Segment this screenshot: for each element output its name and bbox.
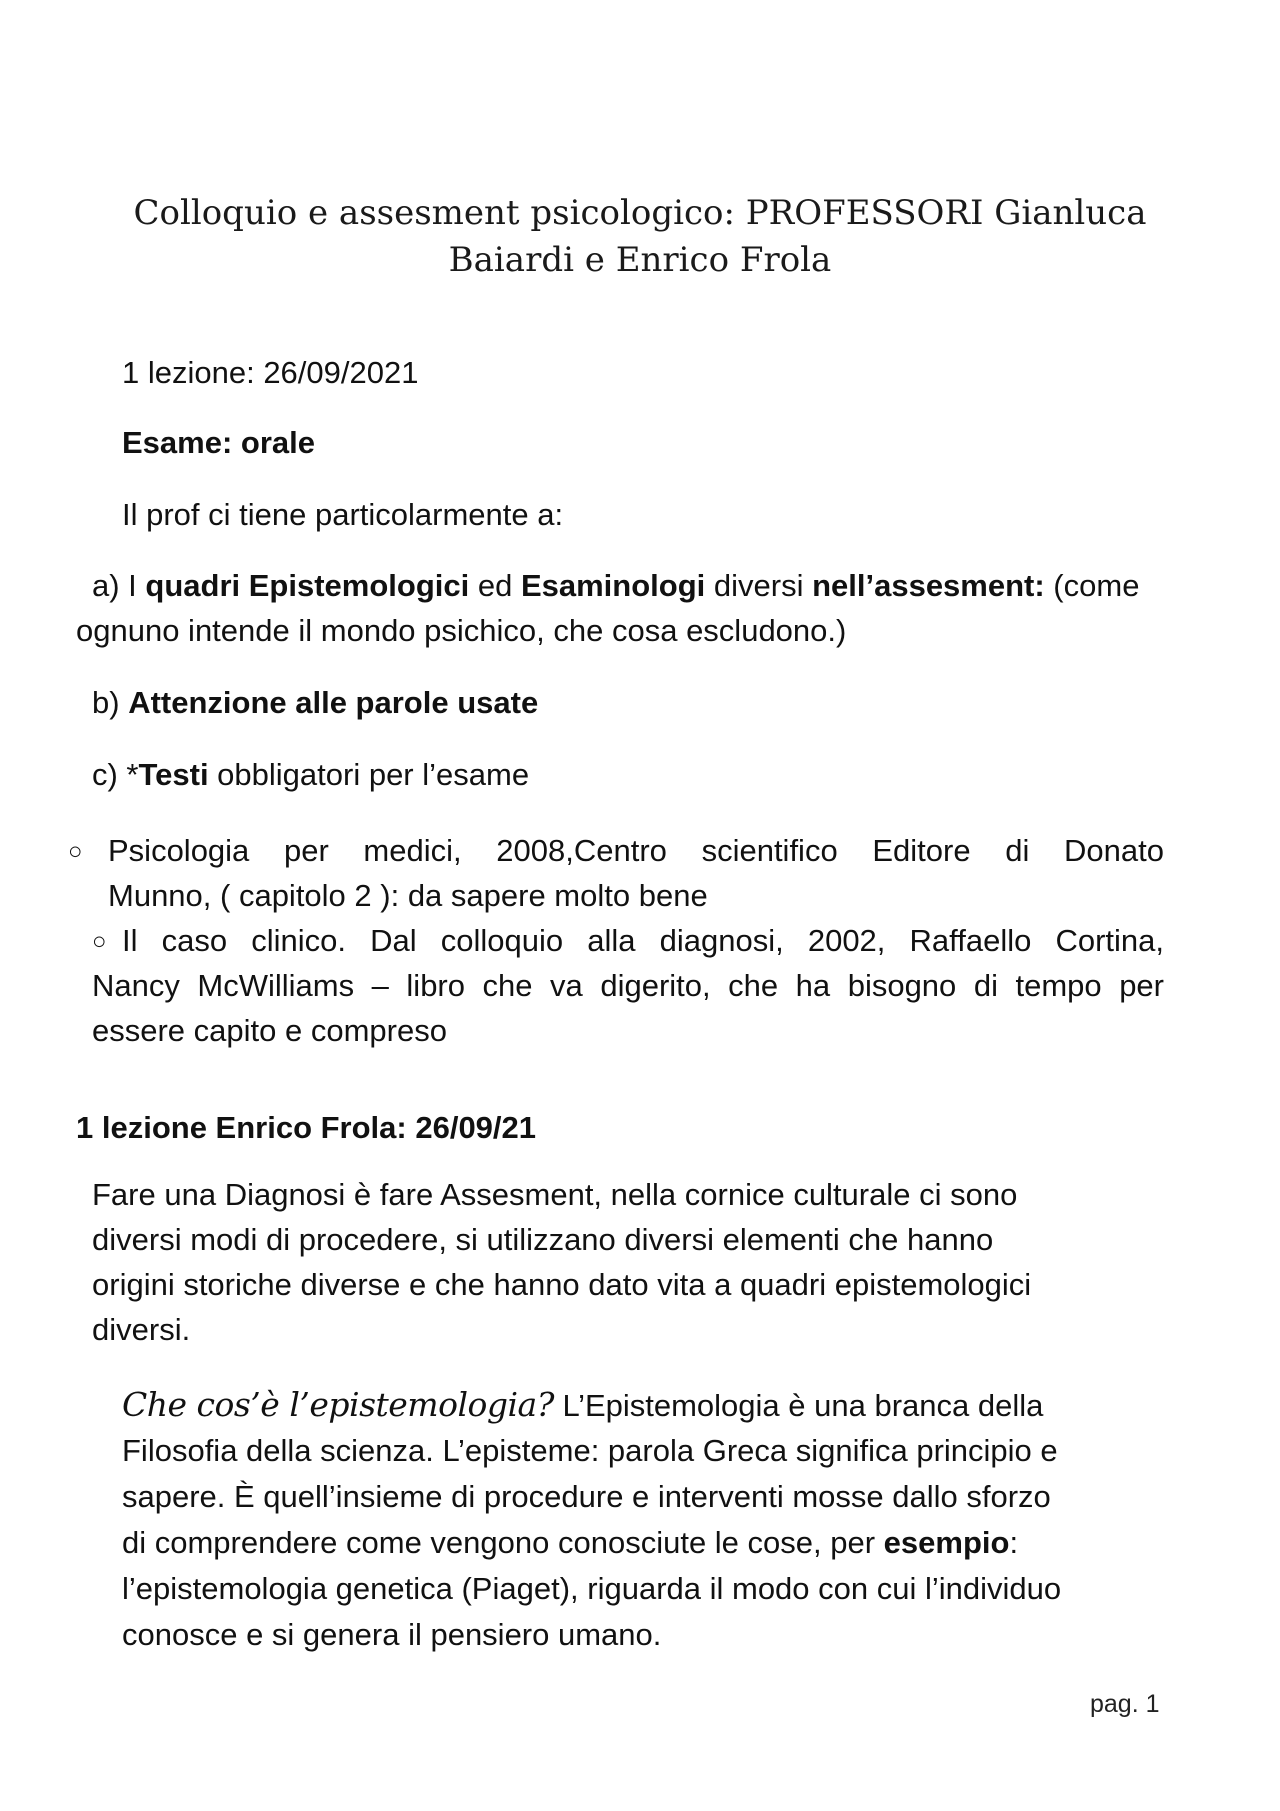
item-b-bold: Attenzione alle parole usate: [128, 685, 539, 720]
book-1-line-1: Psicologia per medici, 2008,Centro scientifico Editore di Donato: [108, 833, 1164, 868]
item-a-bold-2: Esaminologi: [520, 568, 706, 603]
item-b: [92, 680, 538, 725]
item-a-line-2: ognuno intende il mondo psichico, che cosa escludono.): [76, 613, 847, 648]
page-number: pag. 1: [1090, 1690, 1160, 1718]
item-a-bold-3: nell’assesment:: [812, 568, 1045, 603]
item-a-prefix: a) I: [92, 568, 146, 603]
epist-line-3: sapere. È quell’insieme di procedure e interventi mosse dallo sforzo: [122, 1479, 1051, 1514]
item-c-rest: obbligatori per l’esame: [208, 757, 530, 792]
book-1-line-2: Munno, ( capitolo 2 ): da sapere molto bene: [108, 878, 708, 913]
epist-line-5: l’epistemologia genetica (Piaget), riguarda il modo con cui l’individuo: [122, 1571, 1062, 1606]
title-line-2: Baiardi e Enrico Frola: [448, 240, 832, 280]
epist-line-6: conosce e si genera il pensiero umano.: [122, 1617, 662, 1652]
book-2-line-3: essere capito e compreso: [92, 1013, 447, 1048]
epist-line-2: Filosofia della scienza. L’episteme: parola Greca significa principio e: [122, 1433, 1058, 1468]
diagnosi-line-2: diversi modi di procedere, si utilizzano diversi elementi che hanno: [92, 1222, 994, 1257]
item-a-line-1: [92, 563, 1139, 608]
diagnosi-line-3: origini storiche diverse e che hanno dato vita a quadri epistemologici: [92, 1267, 1032, 1302]
epist-line-1: [122, 1382, 1043, 1428]
title-line-1: Colloquio e assesment psicologico: PROFESSORI Gianluca: [133, 193, 1147, 233]
book-1-bullet-icon: ○: [68, 838, 83, 865]
diagnosi-line-4: diversi.: [92, 1312, 191, 1347]
book-2-line-1: Il caso clinico. Dal colloquio alla diagnosi, 2002, Raffaello Cortina,: [122, 923, 1164, 958]
epist-line-4-pre: di comprendere come vengono conosciute le cose, per: [122, 1525, 884, 1560]
exam-type: Esame: orale: [122, 425, 315, 460]
document-title: [100, 190, 1180, 284]
item-a-tail: (come: [1044, 568, 1140, 603]
prof-intro: Il prof ci tiene particolarmente a:: [122, 497, 564, 532]
book-2-line-2: Nancy McWilliams – libro che va digerito, che ha bisogno di tempo per: [92, 968, 1164, 1003]
item-c: [92, 752, 529, 797]
section-heading-frola: 1 lezione Enrico Frola: 26/09/21: [76, 1110, 537, 1145]
epist-line-1-rest: L’Epistemologia è una branca della: [553, 1388, 1044, 1423]
item-c-prefix: c) *: [92, 757, 139, 792]
item-b-prefix: b): [92, 685, 129, 720]
epist-question: Che cos’è l’epistemologia?: [122, 1385, 554, 1424]
item-a-mid-1: ed: [469, 568, 521, 603]
item-c-bold: Testi: [138, 757, 209, 792]
epist-line-4-post: :: [1009, 1525, 1019, 1560]
epist-line-4: [122, 1520, 1018, 1565]
book-2-bullet-icon: ○: [92, 928, 107, 955]
item-a-mid-2: diversi: [705, 568, 813, 603]
diagnosi-line-1: Fare una Diagnosi è fare Assesment, nella cornice culturale ci sono: [92, 1177, 1018, 1212]
lesson-date: 1 lezione: 26/09/2021: [122, 355, 419, 390]
epist-example: esempio: [883, 1525, 1010, 1560]
item-a-bold-1: quadri Epistemologici: [145, 568, 470, 603]
